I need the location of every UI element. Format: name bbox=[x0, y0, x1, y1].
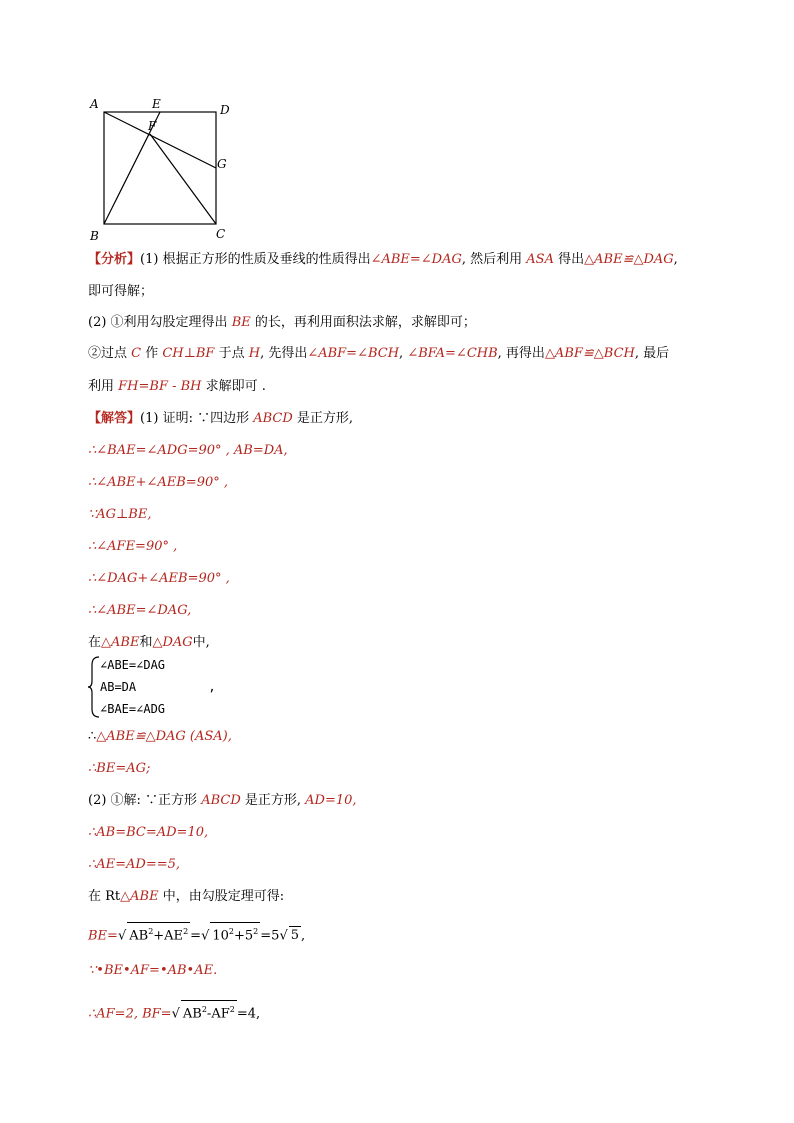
solution-line-8 bbox=[88, 634, 210, 652]
text: 中, bbox=[192, 635, 210, 650]
square-abcd bbox=[104, 112, 216, 224]
text: 是正方形, bbox=[292, 411, 354, 426]
text: H bbox=[248, 346, 261, 361]
analysis-line-3 bbox=[88, 314, 476, 332]
text: =4, bbox=[236, 1006, 261, 1022]
text: , bbox=[673, 252, 678, 267]
text: ∴ bbox=[88, 729, 97, 744]
text: , bbox=[301, 928, 306, 944]
text: 利用 bbox=[88, 379, 119, 394]
radical-2 bbox=[210, 922, 260, 945]
system-line-2: AB=DA , bbox=[100, 680, 216, 694]
text: ②过点 bbox=[88, 346, 132, 361]
text: 2 bbox=[148, 927, 154, 936]
label-a: A bbox=[90, 97, 99, 111]
text: △ABE≌△DAG bbox=[96, 729, 186, 744]
text: △ABE bbox=[120, 889, 159, 904]
square-figure bbox=[86, 92, 246, 242]
solution-line-5: ∴∠AFE=90° , bbox=[88, 539, 178, 554]
text: (2) ①解: ∵正方形 bbox=[88, 793, 202, 808]
radical-3 bbox=[181, 1000, 237, 1023]
text: 5 bbox=[290, 928, 300, 944]
text: △ABF≌△BCH bbox=[544, 346, 635, 361]
solution-line-15: BE=√ $AB^2+AE^2$ =√ $10^2+5^2 =5√$ 5 , bbox=[88, 922, 305, 945]
solution-tag: 【解答】 bbox=[88, 411, 141, 426]
text: ∠ABE=∠DAG bbox=[370, 252, 462, 267]
text: 在 Rt bbox=[88, 889, 121, 904]
solution-line-2: ∴∠BAE=∠ADG=90° , AB=DA, bbox=[88, 443, 288, 458]
text: , 然后利用 bbox=[461, 252, 527, 267]
solution-line-3: ∴∠ABE+∠AEB=90° , bbox=[88, 475, 229, 490]
text: 是正方形, bbox=[240, 793, 306, 808]
solution-line-7: ∴∠ABE=∠DAG, bbox=[88, 603, 192, 618]
text: 和 bbox=[139, 635, 153, 650]
analysis-line-2: 即可得解； bbox=[88, 284, 154, 299]
text: 10 bbox=[212, 928, 229, 944]
text: 2 bbox=[201, 1005, 207, 1014]
text: , bbox=[399, 346, 408, 361]
text: +5 bbox=[234, 928, 254, 944]
text: C bbox=[131, 346, 142, 361]
text: +AE bbox=[153, 928, 184, 944]
analysis-tag: 【分析】 bbox=[88, 252, 141, 267]
solution-line-13: ∴AE=AD==5, bbox=[88, 857, 181, 872]
text: ∠BFA=∠CHB bbox=[407, 346, 498, 361]
text: ∴AF=2, BF= bbox=[88, 1006, 172, 1022]
text: FH=BF - BH bbox=[118, 379, 202, 394]
text: △DAG bbox=[152, 635, 193, 650]
text: -AF bbox=[206, 1006, 230, 1022]
text: CH⊥BF bbox=[162, 346, 215, 361]
text: (ASA), bbox=[185, 729, 232, 744]
text: (1) 根据正方形的性质及垂线的性质得出 bbox=[140, 252, 371, 267]
solution-line-17: ∴AF=2, BF=√ $AB^2-AF^2 =4$, bbox=[88, 1000, 260, 1023]
text: 2 bbox=[183, 927, 189, 936]
label-f: F bbox=[148, 119, 157, 133]
solution-line-10: ∴BE=AG; bbox=[88, 761, 151, 776]
text: 在 bbox=[88, 635, 102, 650]
text: 2 bbox=[253, 927, 259, 936]
analysis-line-5 bbox=[88, 378, 266, 396]
solution-line-14 bbox=[88, 888, 284, 906]
label-c: C bbox=[216, 227, 226, 241]
solution-line-6: ∴∠DAG+∠AEB=90° , bbox=[88, 571, 230, 586]
solution-line-16: ∵•BE•AF=•AB•AE. bbox=[88, 963, 218, 978]
text: AD=10, bbox=[305, 793, 357, 808]
text: , 再得出 bbox=[497, 346, 545, 361]
system-line-3: ∠BAE=∠ADG bbox=[100, 702, 166, 716]
text: 中，由勾股定理可得: bbox=[158, 889, 285, 904]
text: ∠ABF=∠BCH bbox=[307, 346, 400, 361]
text: , 先得出 bbox=[260, 346, 308, 361]
text: ABCD bbox=[201, 793, 241, 808]
text: , 最后 bbox=[634, 346, 670, 361]
text: △ABE≌△DAG bbox=[584, 252, 674, 267]
text: 得出 bbox=[553, 252, 585, 267]
analysis-line-1 bbox=[88, 251, 678, 269]
segment-ag bbox=[104, 112, 216, 168]
segment-fc bbox=[150, 134, 216, 224]
text: 于点 bbox=[214, 346, 249, 361]
label-g: G bbox=[217, 157, 227, 171]
label-e: E bbox=[152, 97, 161, 111]
text: ABCD bbox=[253, 411, 293, 426]
text: AB bbox=[129, 928, 149, 944]
text: (2) ①利用勾股定理得出 bbox=[88, 315, 232, 330]
text: 2 bbox=[229, 1005, 235, 1014]
solution-line-4: ∵AG⊥BE, bbox=[88, 507, 152, 522]
solution-line-12: ∴AB=BC=AD=10, bbox=[88, 825, 209, 840]
system-line-1: ∠ABE=∠DAG bbox=[100, 658, 166, 672]
text: ASA bbox=[526, 252, 554, 267]
text: 求解即可 . bbox=[201, 379, 266, 394]
text: BE bbox=[231, 315, 251, 330]
text: BE= bbox=[88, 928, 118, 944]
text: (1) 证明: ∵四边形 bbox=[140, 411, 254, 426]
text: △ABE bbox=[101, 635, 140, 650]
analysis-line-4 bbox=[88, 345, 669, 363]
solution-line-9 bbox=[88, 728, 232, 746]
radical-1 bbox=[127, 922, 190, 945]
label-d: D bbox=[220, 103, 230, 117]
text: =5 bbox=[260, 928, 280, 944]
solution-line-1 bbox=[88, 410, 353, 428]
text: = bbox=[190, 928, 202, 944]
label-b: B bbox=[90, 229, 99, 242]
text: 作 bbox=[141, 346, 163, 361]
solution-line-11 bbox=[88, 792, 357, 810]
text: 2 bbox=[228, 927, 234, 936]
text: 的长，再利用面积法求解，求解即可； bbox=[250, 315, 476, 330]
text: AB bbox=[182, 1006, 202, 1022]
